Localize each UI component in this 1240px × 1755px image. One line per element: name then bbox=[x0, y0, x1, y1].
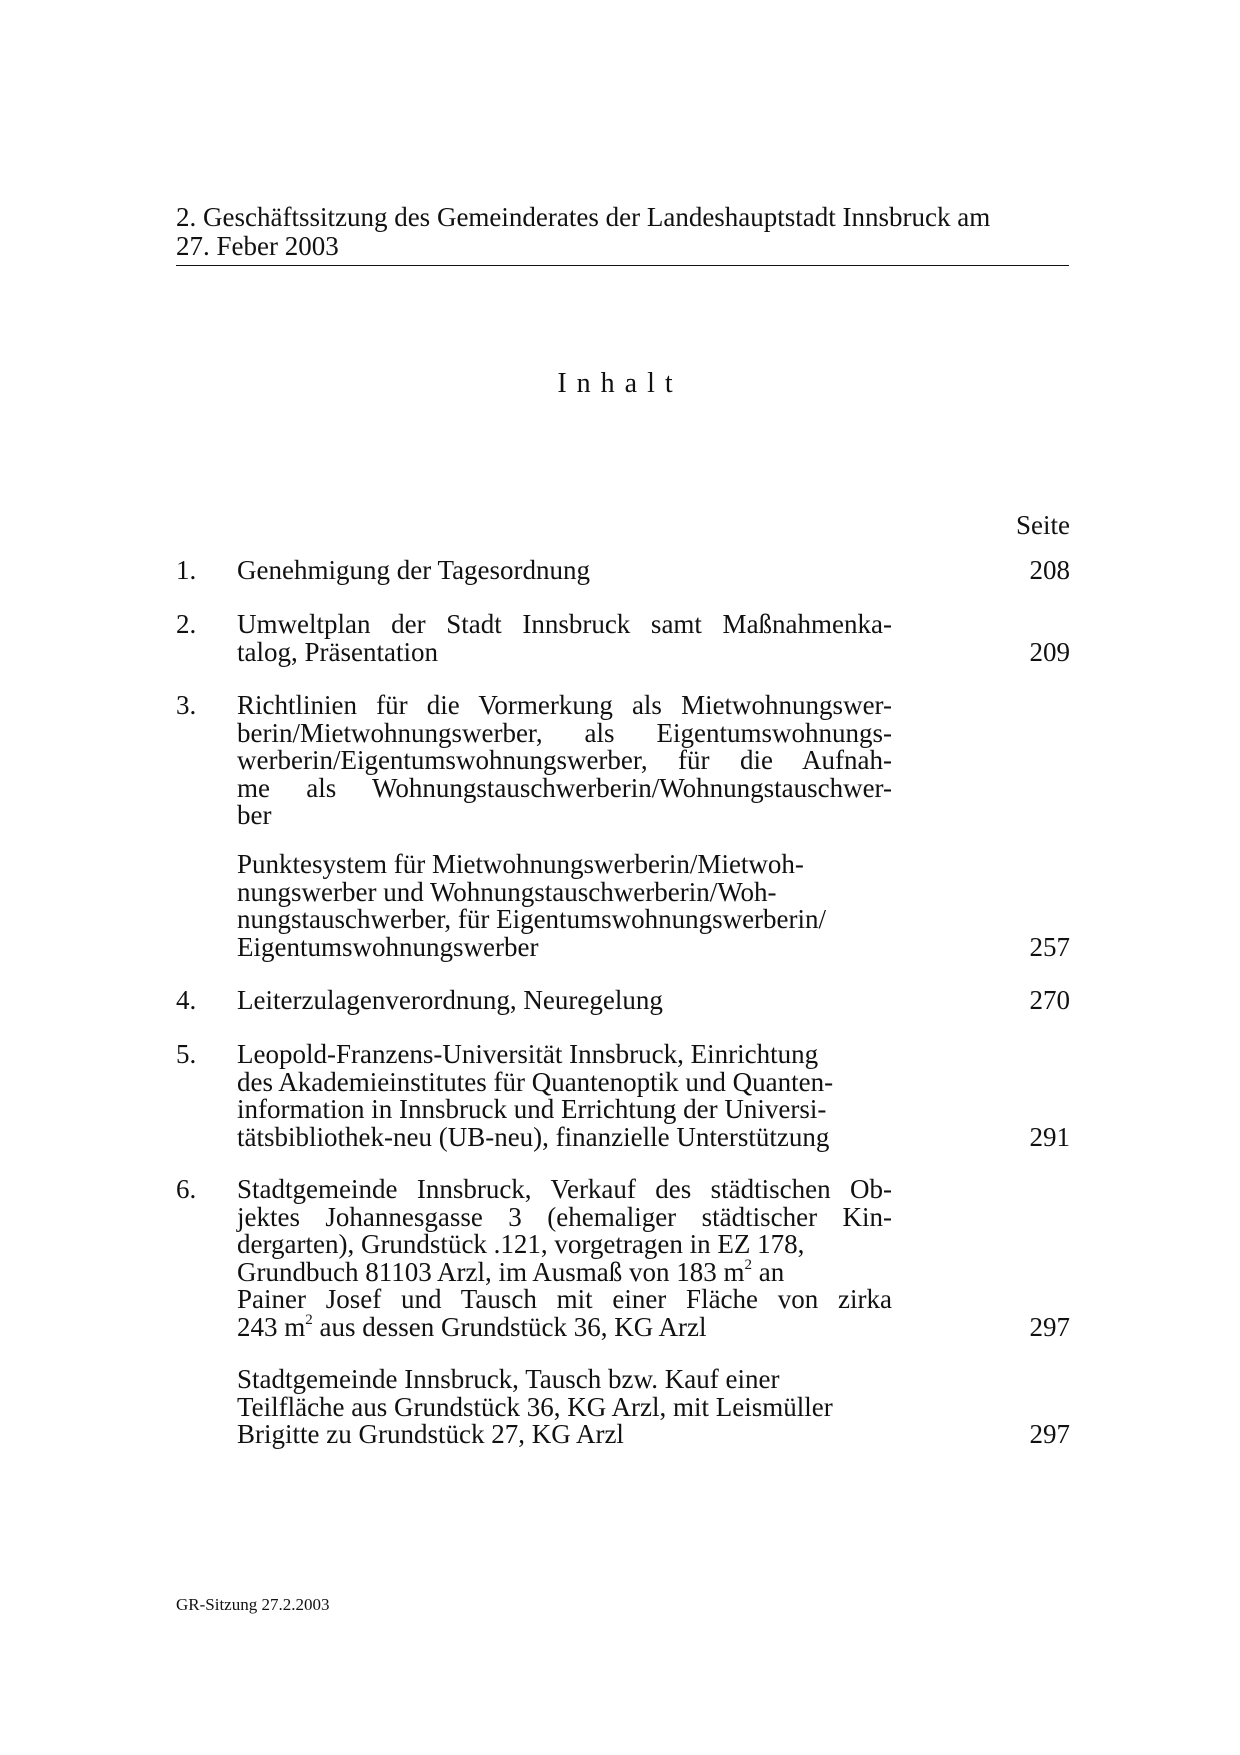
toc-entry-line: tätsbibliothek-neu (UB-neu), finanzielle Unterstützung bbox=[237, 1121, 830, 1152]
superscript: 2 bbox=[744, 1256, 752, 1273]
document-header bbox=[176, 203, 1069, 266]
header-line-1: 2. Geschäftssitzung des Gemeinderates der Landeshauptstadt Innsbruck am bbox=[176, 202, 991, 232]
toc-entry-text bbox=[237, 987, 1069, 1015]
toc-entry-line: Leiterzulagenverordnung, Neuregelung bbox=[237, 985, 663, 1015]
toc-entry-line: Brigitte zu Grundstück 27, KG Arzl bbox=[237, 1419, 624, 1449]
toc-entry-line: Leopold-Franzens-Universität Innsbruck, Einrichtung bbox=[237, 1039, 819, 1069]
toc-entry-text bbox=[237, 1366, 1069, 1449]
toc-entry-line-text: an bbox=[751, 1256, 785, 1287]
toc-entry-line: des Akademieinstitutes für Quantenoptik und Quanten- bbox=[237, 1066, 834, 1097]
toc-entry-line: Genehmigung der Tagesordnung bbox=[237, 555, 591, 585]
toc-entry-page: 297 bbox=[1029, 1419, 1070, 1449]
toc-entry-page: 209 bbox=[1029, 636, 1070, 667]
toc-entry-line: Stadtgemeinde Innsbruck, Tausch bzw. Kauf einer bbox=[237, 1364, 780, 1394]
toc-entry-number: 6. bbox=[176, 1174, 197, 1204]
toc-entry-line bbox=[237, 1256, 1069, 1287]
toc-entry-line: Eigentumswohnungswerber bbox=[237, 931, 539, 962]
toc-entry-line: information in Innsbruck und Errichtung der Universi- bbox=[237, 1094, 827, 1124]
toc-entry-number: 4. bbox=[176, 985, 197, 1015]
toc-entry-line: Punktesystem für Mietwohnungswerberin/Mietwoh- bbox=[237, 849, 804, 879]
toc-entry-page: 270 bbox=[1029, 985, 1070, 1015]
toc-entry-line: werberin/Eigentumswohnungswerber, für die Aufnah- bbox=[237, 745, 892, 775]
toc-entry-text bbox=[237, 557, 1069, 585]
toc-entry-line: nungstauschwerber, für Eigentumswohnungswerberin/ bbox=[237, 904, 827, 934]
header-line-2: 27. Feber 2003 bbox=[176, 231, 339, 261]
toc-entry-page: 297 bbox=[1029, 1311, 1070, 1342]
toc-entry-page: 208 bbox=[1029, 555, 1070, 585]
toc-entry-number: 3. bbox=[176, 690, 197, 720]
toc-entry-text bbox=[237, 1041, 1069, 1151]
toc-entry-line: me als Wohnungstauschwerberin/Wohnungstauschwer- bbox=[237, 772, 892, 803]
toc-entry-line: berin/Mietwohnungswerber, als Eigentumswohnungs- bbox=[237, 717, 892, 748]
toc-entry-line: dergarten), Grundstück .121, vorgetragen in EZ 178, bbox=[237, 1229, 805, 1259]
toc-entry-line: ber bbox=[237, 800, 272, 830]
toc-entry-line: Painer Josef und Tausch mit einer Fläche von zirka bbox=[237, 1284, 892, 1314]
toc-entry-number: 2. bbox=[176, 609, 197, 639]
page-footer: GR-Sitzung 27.2.2003 bbox=[176, 1595, 330, 1614]
toc-entry-line bbox=[237, 1311, 1070, 1342]
page-column-label: Seite bbox=[1016, 510, 1070, 540]
toc-entry-line-text: Grundbuch 81103 Arzl, im Ausmaß von 183 m bbox=[237, 1256, 745, 1287]
toc-entry-line-text: aus dessen Grundstück 36, KG Arzl bbox=[312, 1311, 707, 1342]
toc-entry-number: 1. bbox=[176, 555, 197, 585]
toc-entry-number: 5. bbox=[176, 1039, 197, 1069]
toc-entry-line: talog, Präsentation bbox=[237, 636, 438, 667]
toc-entry-text bbox=[237, 851, 1069, 961]
toc-entry-page: 257 bbox=[1029, 931, 1070, 962]
toc-entry-text bbox=[237, 1176, 1069, 1341]
toc-entry-line: Richtlinien für die Vormerkung als Mietwohnungswer- bbox=[237, 690, 892, 720]
toc-entry-line: Umweltplan der Stadt Innsbruck samt Maßnahmenka- bbox=[237, 609, 892, 639]
toc-entry-text bbox=[237, 611, 1069, 666]
superscript: 2 bbox=[305, 1311, 313, 1328]
toc-entry-line: Teilfläche aus Grundstück 36, KG Arzl, mit Leismüller bbox=[237, 1391, 833, 1422]
toc-entry-page: 291 bbox=[1029, 1121, 1070, 1152]
toc-entry-text bbox=[237, 692, 1069, 830]
toc-entry-line-text: 243 m bbox=[237, 1311, 306, 1342]
toc-entry-line: nungswerber und Wohnungstauschwerberin/Woh- bbox=[237, 876, 777, 907]
page-title: Inhalt bbox=[557, 368, 683, 399]
toc-entry-line: Stadtgemeinde Innsbruck, Verkauf des städtischen Ob- bbox=[237, 1174, 892, 1204]
toc-entry-line: jektes Johannesgasse 3 (ehemaliger städtischer Kin- bbox=[237, 1201, 892, 1232]
